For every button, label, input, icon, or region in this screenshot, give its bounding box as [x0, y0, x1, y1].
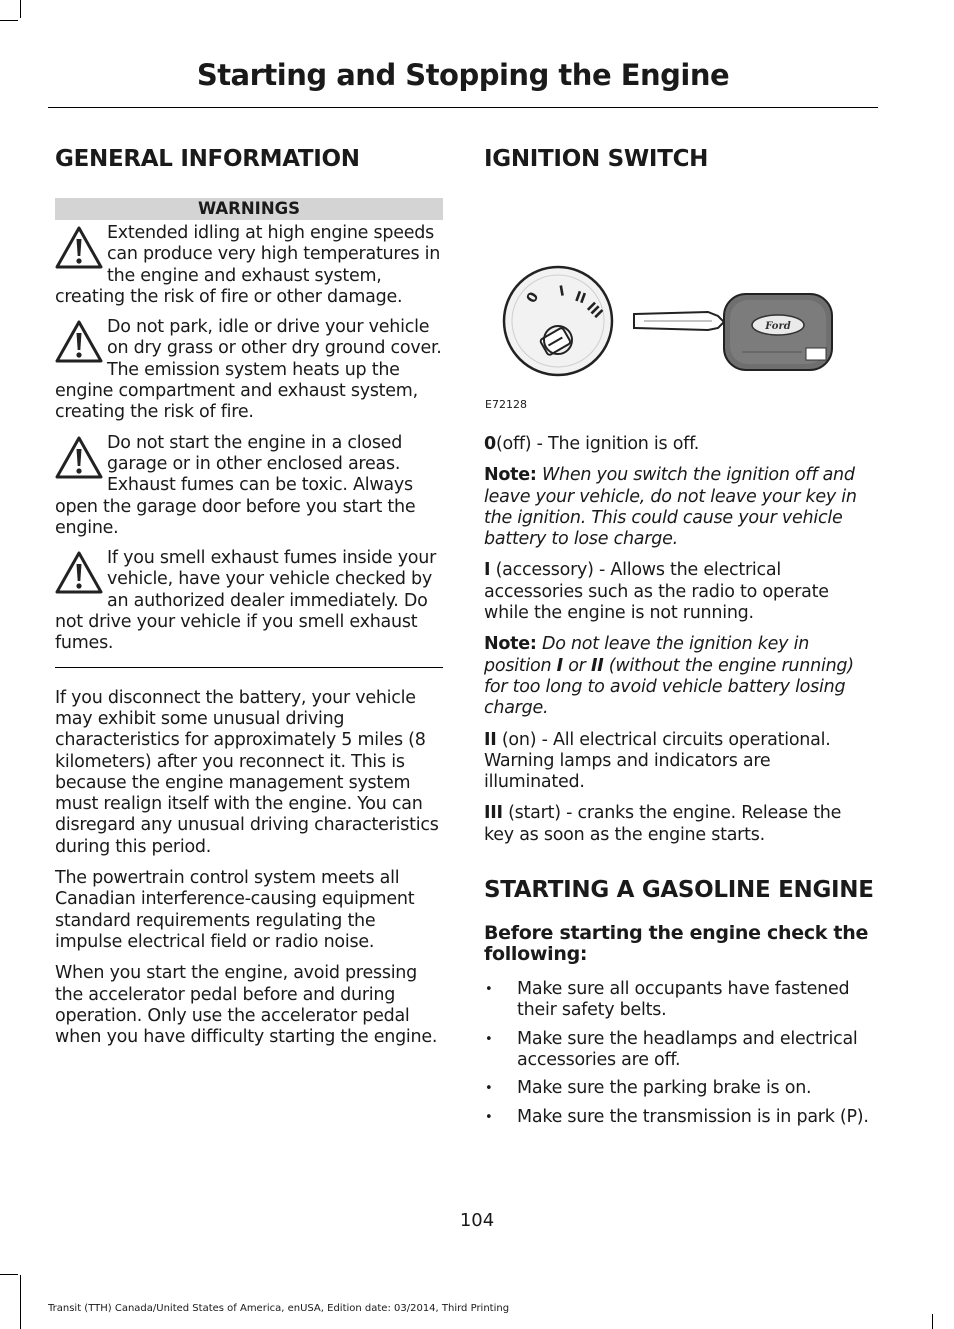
position-0-label: 0 — [484, 434, 496, 454]
left-column — [55, 145, 443, 1058]
warning-triangle-icon — [55, 319, 107, 365]
position-0-description: (off) - The ignition is off. — [495, 434, 700, 454]
note-text: Do not leave the ignition key in position — [484, 634, 810, 676]
list-item: • Make sure the headlamps and electrical accessories are off. — [484, 1029, 874, 1072]
note-2 — [484, 634, 874, 719]
general-information-heading: GENERAL INFORMATION — [55, 146, 360, 172]
warning-item — [55, 223, 443, 308]
warnings-header: WARNINGS — [55, 198, 443, 220]
position-2-text — [484, 730, 874, 794]
starting-gasoline-engine-heading: STARTING A GASOLINE ENGINE — [484, 877, 874, 904]
note-text: or — [562, 655, 591, 676]
switch-position-0: 0 — [523, 289, 543, 306]
page-number: 104 — [459, 1210, 495, 1231]
list-item: • Make sure the parking brake is on. — [484, 1078, 874, 1099]
position-2-label: II — [484, 729, 497, 750]
position-1-label: I — [484, 560, 491, 581]
warning-text: If you smell exhaust fumes inside your vehicle, have your vehicle checked by an authorized dealer immediately. Do not drive your vehicle if you smell exhaust fumes. — [55, 548, 437, 654]
warning-triangle-icon — [55, 550, 107, 596]
crop-mark — [20, 0, 21, 18]
warning-item — [55, 433, 443, 539]
checklist — [484, 979, 874, 1128]
switch-position-1: I — [557, 283, 566, 300]
right-column — [484, 145, 874, 1135]
position-3-description: (start) - cranks the engine. Release the key as soon as the engine starts. — [484, 803, 842, 845]
ignition-figure — [484, 200, 874, 411]
note-position-i: I — [556, 655, 563, 676]
page-title: Starting and Stopping the Engine — [196, 58, 730, 92]
position-1-description: (accessory) - Allows the electrical accessories such as the radio to operate while the engine is not running. — [484, 560, 829, 624]
switch-position-3: III — [583, 299, 606, 322]
warning-triangle-icon — [55, 225, 107, 271]
warning-triangle-icon — [55, 435, 107, 481]
paragraph: The powertrain control system meets all Canadian interference-causing equipment standard requirements regulating the impulse electrical field or radio noise. — [55, 868, 415, 952]
note-text: (without the engine running) for too long to avoid vehicle battery losing charge. — [484, 655, 854, 719]
crop-mark — [0, 20, 18, 21]
position-1-text — [484, 560, 874, 624]
warnings-end-rule — [55, 667, 443, 668]
position-0-text — [484, 434, 874, 455]
figure-code: E72128 — [485, 398, 527, 411]
switch-position-2: II — [572, 288, 588, 308]
ignition-switch-illustration — [484, 200, 874, 396]
warning-text: Do not park, idle or drive your vehicle on dry grass or other dry ground cover. The emission system heats up the engine compartment and exhaust system, creating the risk of fire. — [55, 317, 442, 423]
warning-text: Do not start the engine in a closed garage or in other enclosed areas. Exhaust fumes can be toxic. Always open the garage door before you start the engine. — [55, 432, 416, 538]
warning-item — [55, 317, 443, 423]
footer-edition: Transit (TTH) Canada/United States of America, enUSA, Edition date: 03/2014, Third Printing — [48, 1303, 510, 1314]
paragraph: When you start the engine, avoid pressing the accelerator pedal before and during operation. Only use the accelerator pedal when you have difficulty starting the engine. — [55, 963, 438, 1048]
position-3-text — [484, 803, 874, 846]
ford-logo-text: Ford — [765, 321, 791, 332]
note-text: When you switch the ignition off and leave your vehicle, do not leave your key in the ignition. This could cause your vehicle battery to lose charge. — [484, 465, 857, 550]
note-label: Note: — [484, 634, 537, 655]
note-1 — [484, 465, 874, 550]
position-2-description: (on) - All electrical circuits operational. Warning lamps and indicators are illuminated. — [484, 729, 831, 793]
note-position-ii: II — [590, 655, 604, 676]
list-item: • Make sure all occupants have fastened their safety belts. — [484, 979, 874, 1022]
crop-mark — [932, 1314, 933, 1329]
paragraph: If you disconnect the battery, your vehicle may exhibit some unusual driving characteristics for approximately 5 miles (8 kilometers) after you reconnect it. This is because the engine management system must realign itself with the engine. You can disregard any unusual driving characteristics during this period. — [55, 687, 439, 857]
checklist-subheading: Before starting the engine check the following: — [484, 922, 869, 966]
warning-item — [55, 548, 443, 654]
warning-text: Extended idling at high engine speeds can produce very high temperatures in the engine and exhaust system, creating the risk of fire or other damage. — [55, 223, 441, 307]
crop-mark — [20, 1275, 21, 1329]
list-item: • Make sure the transmission is in park (P). — [484, 1107, 874, 1128]
note-label: Note: — [484, 465, 537, 486]
position-3-label: III — [484, 803, 503, 824]
ignition-switch-heading: IGNITION SWITCH — [484, 146, 709, 172]
title-rule — [48, 107, 878, 108]
crop-mark — [0, 1274, 18, 1275]
